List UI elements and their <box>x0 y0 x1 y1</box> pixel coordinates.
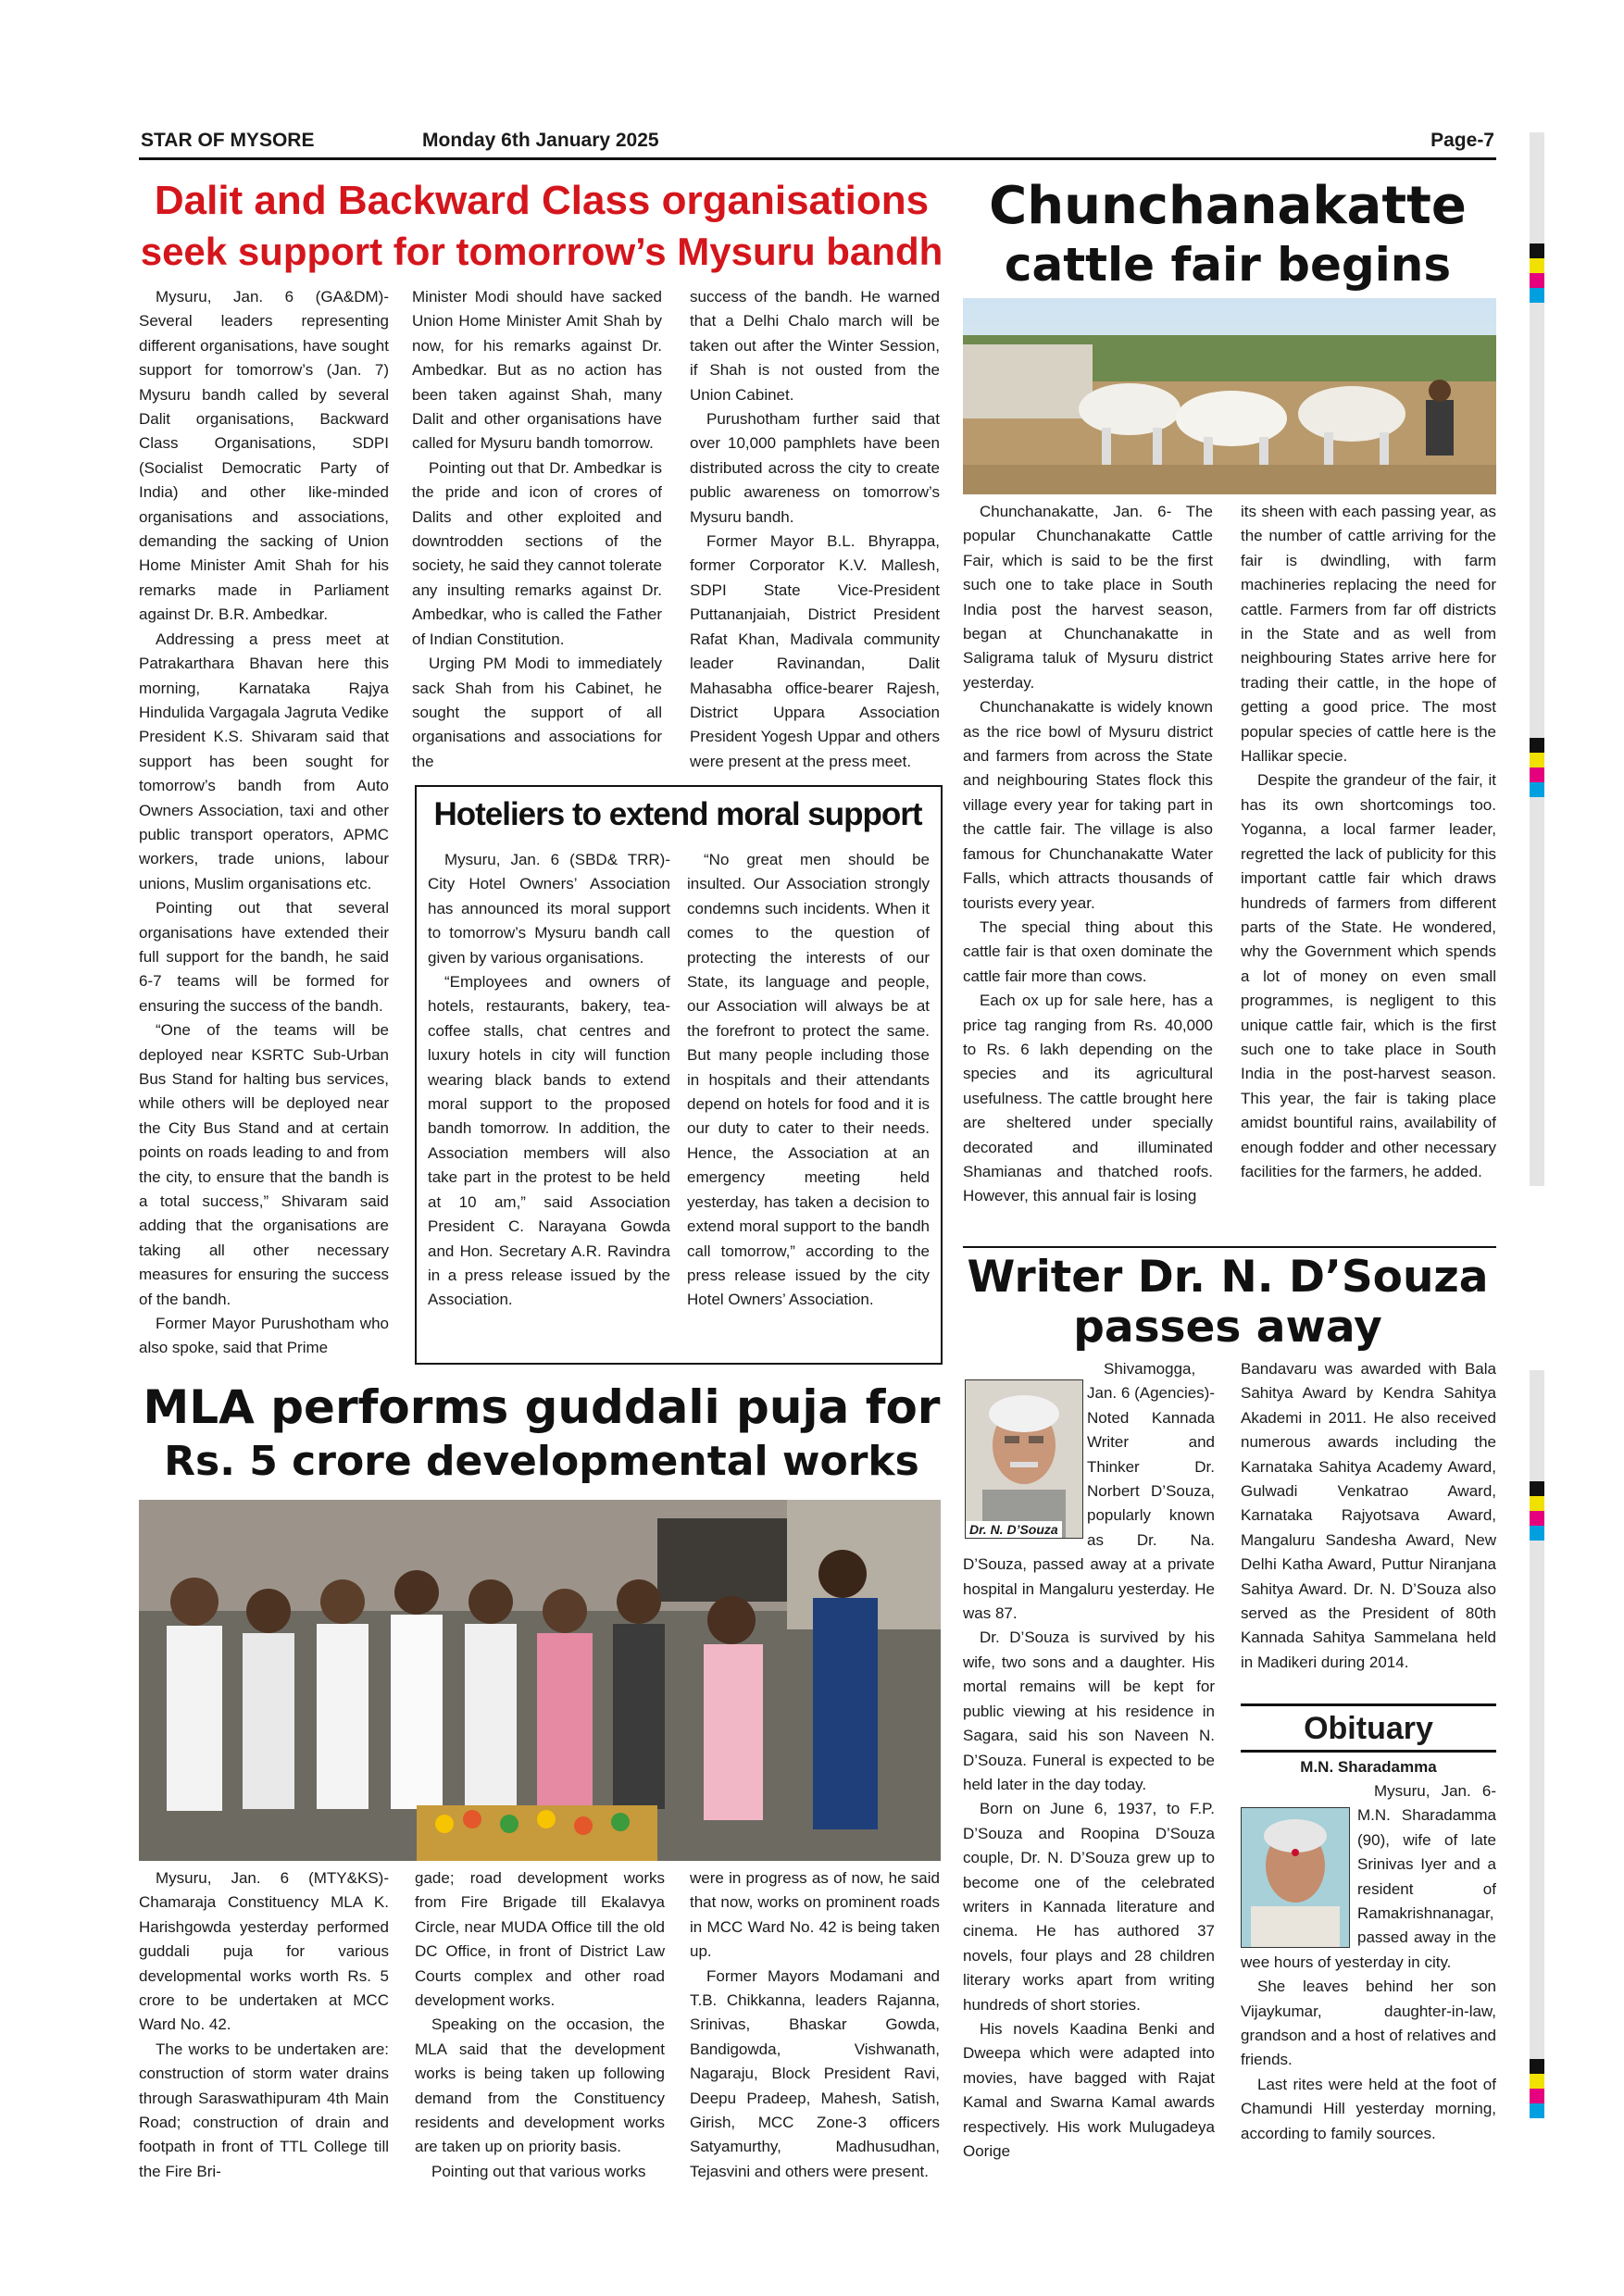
registration-marks-top <box>1530 132 1544 1186</box>
dsouza-c2-p1: Bandavaru was awarded with Bala Sahitya Award by Kendra Sahitya Akademi in 2011. He also received numerous awards including the Karnataka Sahitya Academy Award, Gulwadi Venkatrao Award, Karnataka Rajyotsava Award, Mangaluru Sandesha Award, New Delhi Katha Award, Puttur Niranjana Sahitya Award. Dr. N. D’Souza also served as the President of 80th Kannada Sahitya Sammelana held in Madikeri during 2014. <box>1241 1360 1496 1671</box>
hoteliers-headline: Hoteliers to extend moral support <box>433 796 922 832</box>
cattle-c1-p4: Each ox up for sale here, has a price tag ranging from Rs. 40,000 to Rs. 6 lakh depending on the species and its agricultural usefulness. The cattle brought here are sheltered under specially decorated and illuminated Shamianas and thatched roofs. However, this annual fair is losing <box>963 992 1213 1205</box>
paper-name: STAR OF MYSORE <box>141 130 315 151</box>
mla-headline-1: MLA performs guddali puja for <box>143 1380 941 1434</box>
cattle-c1-p2: Chunchanakatte is widely known as the rice bowl of Mysuru district and farmers from across the State and neighbouring States flock this village every year for taking part in the cattle fair. The village is also famous for Chunchanakatte Water Falls, which attracts thousands of tourists every year. <box>963 698 1213 912</box>
bandh-headline-1: Dalit and Backward Class organisations <box>154 178 930 223</box>
mla-c3-p1: were in progress as of now, he said that now, works on prominent roads in MCC Ward No. 42 is being taken up. <box>690 1869 940 1961</box>
mla-headline-2: Rs. 5 crore developmental works <box>164 1438 919 1485</box>
cattle-fair-illustration <box>963 298 1496 494</box>
bandh-c2-p1: Minister Modi should have sacked Union Home Minister Amit Shah by now, for his remarks against Dr. Ambedkar. But as no action has been taken against Shah, many Dalit and other organisations have called for Mysuru bandh tomorrow. <box>412 288 662 453</box>
mla-c2-p1: gade; road development works from Fire Brigade till Ekalavya Circle, near MUDA Office till the old DC Office, in front of District Law Courts complex and other road development works. <box>415 1869 665 2010</box>
cattle-headline-1: Chunchanakatte <box>989 176 1467 236</box>
bandh-c1-p3: Pointing out that several organisations have extended their full support for the bandh, he said 6-7 teams will be formed for ensuring the success of the bandh. <box>139 899 389 1015</box>
cattle-fair-photo <box>963 298 1496 494</box>
obituary-p1: Mysuru, Jan. 6- M.N. Sharadamma (90), wife of late Srinivas Iyer and a resident of Ramakrishnanagar, passed away in the wee hours of yesterday in city. <box>1241 1782 1496 1971</box>
dsouza-c1-p1: Shivamogga, Jan. 6 (Agencies)- Noted Kannada Writer and Thinker Dr. Norbert D’Souza, popularly known as Dr. Na. D’Souza, passed away at a private hospital in Mangaluru yesterday. He was 87. <box>963 1360 1215 1623</box>
mla-c2-p3: Pointing out that various works <box>431 2162 646 2180</box>
obituary-name: M.N. Sharadamma <box>1300 1758 1437 1776</box>
cattle-column-1 <box>963 500 1213 1209</box>
bandh-c1-p1: Mysuru, Jan. 6 (GA&DM)- Several leaders representing different organisations, have sought support for tomorrow’s (Jan. 7) Mysuru bandh called by several Dalit organisations, Backward Class Organisations, SDPI (Socialist Democratic Party of India) and other like-minded organisations and associations, demanding the sacking of Union Home Minister Amit Shah for his remarks made in Parliament against Dr. B.R. Ambedkar. <box>139 288 389 624</box>
bandh-c3-p2: Purushotham further said that over 10,000 pamphlets have been distributed across the city to create public awareness on tomorrow’s Mysuru bandh. <box>690 410 940 526</box>
cattle-c1-p3: The special thing about this cattle fair is that oxen dominate the cattle fair more than cows. <box>963 917 1213 985</box>
obituary-column <box>1241 1779 1496 2146</box>
bandh-c2-p2: Pointing out that Dr. Ambedkar is the pride and icon of crores of Dalits and other exploited and downtrodden sections of the society, he said they cannot tolerate any insulting remarks against Dr. Ambedkar, who is called the Father of Indian Constitution. <box>412 458 662 648</box>
bandh-c1-p5: Former Mayor Purushotham who also spoke, said that Prime <box>139 1315 389 1357</box>
obituary-heading: Obituary <box>1304 1711 1433 1746</box>
dsouza-photo-caption: Dr. N. D’Souza <box>966 1521 1062 1538</box>
bandh-c3-p3: Former Mayor B.L. Bhyrappa, former Corporator K.V. Mallesh, SDPI State Vice-President Puttananjaiah, District President Rafat Khan, Madivala community leader Ravinandan, Dalit Mahasabha office-bearer Rajesh, District Uppara Association President Yogesh Uppar and others were present at the press meet. <box>690 532 940 770</box>
bandh-column-2 <box>412 285 662 774</box>
guddali-puja-illustration <box>139 1500 941 1861</box>
issue-date: Monday 6th January 2025 <box>422 130 659 151</box>
dsouza-top-rule <box>963 1246 1496 1248</box>
bandh-c1-p4: “One of the teams will be deployed near KSRTC Sub-Urban Bus Stand for halting bus services, while others will be deployed near the City Bus Stand and at certain points on roads leading to and from the city, to ensure that the bandh is a total success,” Shivaram said adding that the organisations are taking all other necessary measures for ensuring the success of the bandh. <box>139 1021 389 1308</box>
guddali-puja-photo <box>139 1500 941 1861</box>
bandh-headline-2: seek support for tomorrow’s Mysuru bandh <box>140 230 943 273</box>
dsouza-headline-1: Writer Dr. N. D’Souza <box>967 1252 1489 1303</box>
obituary-top-rule <box>1241 1703 1496 1706</box>
hoteliers-column-2 <box>687 848 930 1313</box>
obituary-p2: She leaves behind her son Vijaykumar, daughter-in-law, grandson and a host of relatives and friends. <box>1241 1978 1496 2069</box>
cattle-c1-p1: Chunchanakatte, Jan. 6- The popular Chunchanakatte Cattle Fair, which is said to be the first such one to take place in South India post the harvest season, began at Chunchanakatte in Saligrama taluk of Mysuru district yesterday. <box>963 503 1213 692</box>
mla-c1-p2: The works to be undertaken are: construction of storm water drains through Saraswathipuram 4th Main Road; construction of drain and footpath in front of TTL College till the Fire Bri- <box>139 2040 389 2180</box>
bandh-c1-p2: Addressing a press meet at Patrakarthara Bhavan here this morning, Karnataka Rajya Hindulida Vargagala Jagruta Vedike President K.S. Shivaram said that support has been sought for tomorrow’s bandh from Auto Owners Association, taxi and other public transport operators, APMC workers, trade unions, labour unions, Muslim organisations etc. <box>139 630 389 892</box>
hoteliers-column-1 <box>428 848 670 1313</box>
mla-c3-p2: Former Mayors Modamani and T.B. Chikkanna, leaders Rajanna, Srinivas, Bhaskar Gowda, Bandigowda, Vishwanath, Nagaraju, Block President Ravi, Deepu Pradeep, Mahesh, Satish, Girish, MCC Zone-3 officers Satyamurthy, Madhusudhan, Tejasvini and others were present. <box>690 1966 940 2180</box>
obituary-p3: Last rites were held at the foot of Chamundi Hill yesterday morning, according to family sources. <box>1241 2075 1496 2142</box>
mla-column-2 <box>415 1866 665 2184</box>
dsouza-headline-2: passes away <box>1073 1302 1382 1353</box>
mla-column-1 <box>139 1866 389 2184</box>
dsouza-c1-p2: Dr. D’Souza is survived by his wife, two sons and a daughter. His mortal remains will be kept for public viewing at his residence in Sagara, said his son Naveen N. D’Souza. Funeral is expected to be held later in the day today. <box>963 1628 1215 1793</box>
dsouza-column-1 <box>963 1357 1215 2164</box>
page-number: Page-7 <box>1430 130 1494 151</box>
hoteliers-c1-p1: Mysuru, Jan. 6 (SBD& TRR)- City Hotel Owners’ Association has announced its moral support to tomorrow’s Mysuru bandh call given by various organisations. <box>428 851 670 967</box>
dsouza-c1-wrap <box>963 1357 1215 1626</box>
dsouza-c1-p4: His novels Kaadina Benki and Dweepa which were adapted into movies, have bagged with Rajat Kamal and Swarna Kamal awards respectively. His work Mulugadeya Oorige <box>963 2019 1215 2160</box>
registration-marks-bottom <box>1530 1370 1544 2118</box>
mla-c1-p1: Mysuru, Jan. 6 (MTY&KS)- Chamaraja Constituency MLA K. Harishgowda yesterday performed guddali puja for various developmental works worth Rs. 5 crore to be undertaken at MCC Ward No. 42. <box>139 1869 389 2034</box>
cattle-c2-p2: Despite the grandeur of the fair, it has its own shortcomings too. Yoganna, a local farmer leader, regretted the lack of publicity for this important cattle fair which draws hundreds of farmers from different parts of the State. He wondered, why the Government which spends a lot of money on even small programmes, is negligent to this unique cattle fair, which is the first such one to take place in South India in the post-harvest season. This year, the fair is taking place amidst bountiful rains, availability of enough fodder and other necessary facilities for the farmers, he added. <box>1241 771 1496 1180</box>
cattle-c2-p1: its sheen with each passing year, as the number of cattle arriving for the fair is dwindling, with farm machineries replacing the need for cattle. Farmers from far off districts in the State and as well from neighbouring States arrive here for trading their cattle, in the hope of getting a good price. The most popular species of cattle here is the Hallikar specie. <box>1241 503 1496 766</box>
dsouza-column-2 <box>1241 1357 1496 1675</box>
obituary-wrap-para <box>1241 1779 1496 1975</box>
hoteliers-c1-p2: “Employees and owners of hotels, restaurants, bakery, tea-coffee stalls, chat centres and luxury hotels in city will function wearing black bands to extend moral support to the proposed bandh tomorrow. In addition, the Association members will also take part in the protest to be held at 10 am,” said Association President C. Narayana Gowda and Hon. Secretary A.R. Ravindra in a press release issued by the Association. <box>428 973 670 1309</box>
cattle-headline-2: cattle fair begins <box>1004 238 1452 292</box>
hoteliers-c2-p1: “No great men should be insulted. Our Association strongly condemns such incidents. When it comes to the question of protecting the interests of our State, its language and people, our Association will always be at the forefront to protect the same. But many people including those in hospitals and their attendants depend on hotels for food and it is our duty to cater to their needs. Hence, the Association at an emergency meeting held yesterday, has taken a decision to extend moral support to the bandh call tomorrow,” according to the press release issued by the city Hotel Owners’ Association. <box>687 851 930 1309</box>
cattle-column-2 <box>1241 500 1496 1184</box>
mla-column-3 <box>690 1866 940 2184</box>
obituary-heading-rule <box>1241 1750 1496 1753</box>
mla-c2-p2: Speaking on the occasion, the MLA said that the development works is being taken up following demand from the Constituency residents and development works are taken up on priority basis. <box>415 2015 665 2156</box>
bandh-column-3 <box>690 285 940 774</box>
bandh-c3-p1: success of the bandh. He warned that a Delhi Chalo march will be taken out after the Winter Session, if Shah is not ousted from the Union Cabinet. <box>690 288 940 404</box>
bandh-column-1 <box>139 285 389 1361</box>
dsouza-c1-p3: Born on June 6, 1937, to F.P. D’Souza and Roopina D’Souza couple, Dr. N. D’Souza grew up to become one of the celebrated writers in Kannada literature and cinema. He has authored 37 novels, four plays and 28 children literary works apart from writing hundreds of short stories. <box>963 1800 1215 2014</box>
bandh-c2-p3: Urging PM Modi to immediately sack Shah from his Cabinet, he sought the support of all organisations and associations for the <box>412 655 662 770</box>
masthead-rule <box>139 157 1496 160</box>
masthead <box>139 128 1496 159</box>
